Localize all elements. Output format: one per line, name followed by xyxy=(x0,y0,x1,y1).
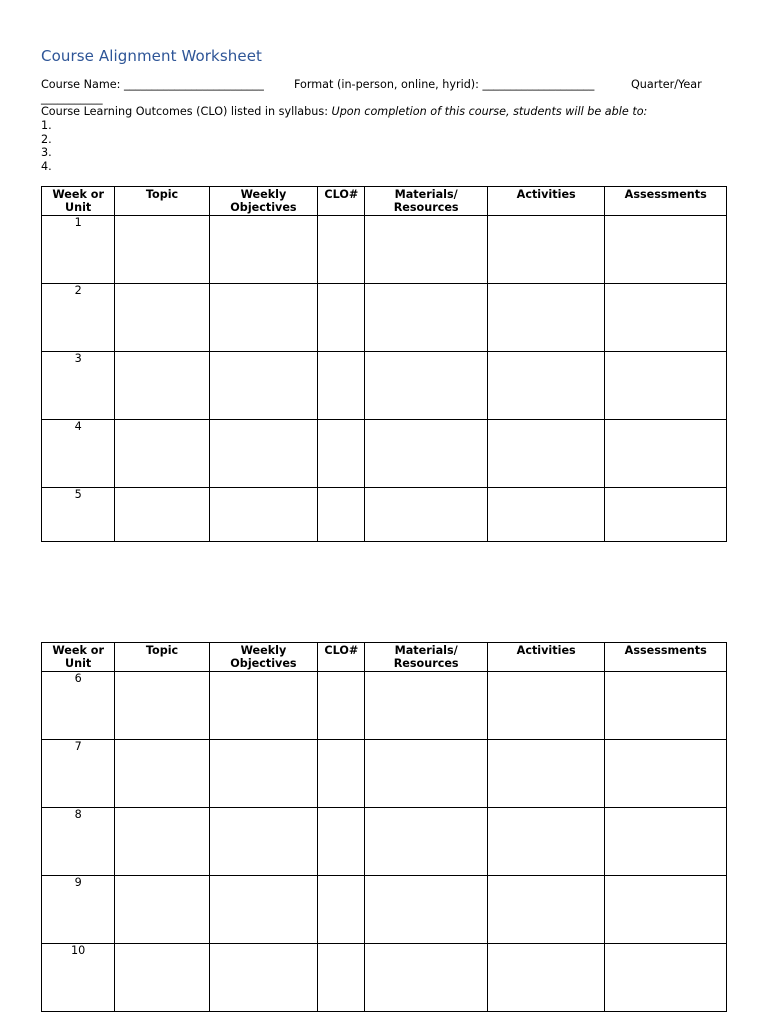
clo-item[interactable]: 3. xyxy=(41,146,52,159)
topic-cell[interactable] xyxy=(115,808,209,876)
header-activities: Activities xyxy=(487,187,605,216)
assessments-cell[interactable] xyxy=(605,876,727,944)
header-materials-resources: Materials/ Resources xyxy=(365,643,488,672)
table-row xyxy=(42,876,727,944)
topic-cell[interactable] xyxy=(115,876,209,944)
clo-cell[interactable] xyxy=(318,352,365,420)
objectives-cell[interactable] xyxy=(209,808,317,876)
table-row xyxy=(42,352,727,420)
clo-list xyxy=(41,119,52,173)
table-header-row xyxy=(42,187,727,216)
table-row xyxy=(42,672,727,740)
header-topic: Topic xyxy=(115,643,209,672)
objectives-cell[interactable] xyxy=(209,284,317,352)
topic-cell[interactable] xyxy=(115,672,209,740)
assessments-cell[interactable] xyxy=(605,284,727,352)
assessments-cell[interactable] xyxy=(605,488,727,542)
course-info-line xyxy=(41,78,702,92)
topic-cell[interactable] xyxy=(115,944,209,1012)
clo-cell[interactable] xyxy=(318,488,365,542)
clo-intro xyxy=(41,105,647,119)
header-materials-resources: Materials/ Resources xyxy=(365,187,488,216)
header-clo-number: CLO# xyxy=(318,643,365,672)
topic-cell[interactable] xyxy=(115,216,209,284)
clo-item[interactable]: 4. xyxy=(41,159,52,173)
activities-cell[interactable] xyxy=(487,876,605,944)
objectives-cell[interactable] xyxy=(209,216,317,284)
quarter-year-field[interactable]: ___________ xyxy=(41,92,103,105)
activities-cell[interactable] xyxy=(487,420,605,488)
table-row xyxy=(42,944,727,1012)
clo-item[interactable]: 2. xyxy=(41,132,52,146)
objectives-cell[interactable] xyxy=(209,352,317,420)
clo-intro-label: Course Learning Outcomes (CLO) listed in syllabus: xyxy=(41,105,332,118)
unit-cell: 4 xyxy=(42,420,115,488)
clo-cell[interactable] xyxy=(318,740,365,808)
assessments-cell[interactable] xyxy=(605,944,727,1012)
assessments-cell[interactable] xyxy=(605,216,727,284)
format-field[interactable]: Format (in-person, online, hyrid): ____________________ xyxy=(294,78,595,91)
unit-cell: 10 xyxy=(42,944,115,1012)
activities-cell[interactable] xyxy=(487,284,605,352)
alignment-table-2 xyxy=(41,642,727,1012)
activities-cell[interactable] xyxy=(487,740,605,808)
clo-item[interactable]: 1. xyxy=(41,119,52,132)
clo-cell[interactable] xyxy=(318,420,365,488)
topic-cell[interactable] xyxy=(115,488,209,542)
table-row xyxy=(42,216,727,284)
header-clo-number: CLO# xyxy=(318,187,365,216)
activities-cell[interactable] xyxy=(487,672,605,740)
table-header-row xyxy=(42,643,727,672)
objectives-cell[interactable] xyxy=(209,740,317,808)
materials-cell[interactable] xyxy=(365,420,488,488)
assessments-cell[interactable] xyxy=(605,808,727,876)
header-weekly-objectives: Weekly Objectives xyxy=(209,187,317,216)
clo-cell[interactable] xyxy=(318,876,365,944)
unit-cell: 1 xyxy=(42,216,115,284)
alignment-table-1 xyxy=(41,186,727,542)
unit-cell: 6 xyxy=(42,672,115,740)
table-row xyxy=(42,808,727,876)
activities-cell[interactable] xyxy=(487,808,605,876)
header-assessments: Assessments xyxy=(605,643,727,672)
unit-cell: 3 xyxy=(42,352,115,420)
header-weekly-objectives: Weekly Objectives xyxy=(209,643,317,672)
materials-cell[interactable] xyxy=(365,284,488,352)
assessments-cell[interactable] xyxy=(605,352,727,420)
activities-cell[interactable] xyxy=(487,216,605,284)
clo-intro-italic: Upon completion of this course, students will be able to: xyxy=(331,105,648,118)
topic-cell[interactable] xyxy=(115,284,209,352)
clo-cell[interactable] xyxy=(318,672,365,740)
assessments-cell[interactable] xyxy=(605,740,727,808)
objectives-cell[interactable] xyxy=(209,488,317,542)
materials-cell[interactable] xyxy=(365,672,488,740)
table-row xyxy=(42,488,727,542)
materials-cell[interactable] xyxy=(365,944,488,1012)
clo-cell[interactable] xyxy=(318,284,365,352)
table-row xyxy=(42,420,727,488)
header-assessments: Assessments xyxy=(605,187,727,216)
unit-cell: 5 xyxy=(42,488,115,542)
table-row xyxy=(42,740,727,808)
header-week-or-unit: Week or Unit xyxy=(42,643,115,672)
topic-cell[interactable] xyxy=(115,420,209,488)
table-row xyxy=(42,284,727,352)
unit-cell: 9 xyxy=(42,876,115,944)
objectives-cell[interactable] xyxy=(209,672,317,740)
assessments-cell[interactable] xyxy=(605,672,727,740)
materials-cell[interactable] xyxy=(365,488,488,542)
clo-cell[interactable] xyxy=(318,944,365,1012)
materials-cell[interactable] xyxy=(365,808,488,876)
materials-cell[interactable] xyxy=(365,740,488,808)
header-activities: Activities xyxy=(487,643,605,672)
activities-cell[interactable] xyxy=(487,488,605,542)
header-week-or-unit: Week or Unit xyxy=(42,187,115,216)
topic-cell[interactable] xyxy=(115,352,209,420)
unit-cell: 8 xyxy=(42,808,115,876)
materials-cell[interactable] xyxy=(365,876,488,944)
course-name-field[interactable]: Course Name: _________________________ xyxy=(41,78,264,91)
header-topic: Topic xyxy=(115,187,209,216)
materials-cell[interactable] xyxy=(365,352,488,420)
unit-cell: 7 xyxy=(42,740,115,808)
clo-cell[interactable] xyxy=(318,216,365,284)
materials-cell[interactable] xyxy=(365,216,488,284)
objectives-cell[interactable] xyxy=(209,420,317,488)
topic-cell[interactable] xyxy=(115,740,209,808)
document-title: Course Alignment Worksheet xyxy=(41,47,263,65)
unit-cell: 2 xyxy=(42,284,115,352)
objectives-cell[interactable] xyxy=(209,944,317,1012)
objectives-cell[interactable] xyxy=(209,876,317,944)
activities-cell[interactable] xyxy=(487,352,605,420)
assessments-cell[interactable] xyxy=(605,420,727,488)
activities-cell[interactable] xyxy=(487,944,605,1012)
quarter-year-label: Quarter/Year xyxy=(631,78,702,91)
clo-cell[interactable] xyxy=(318,808,365,876)
